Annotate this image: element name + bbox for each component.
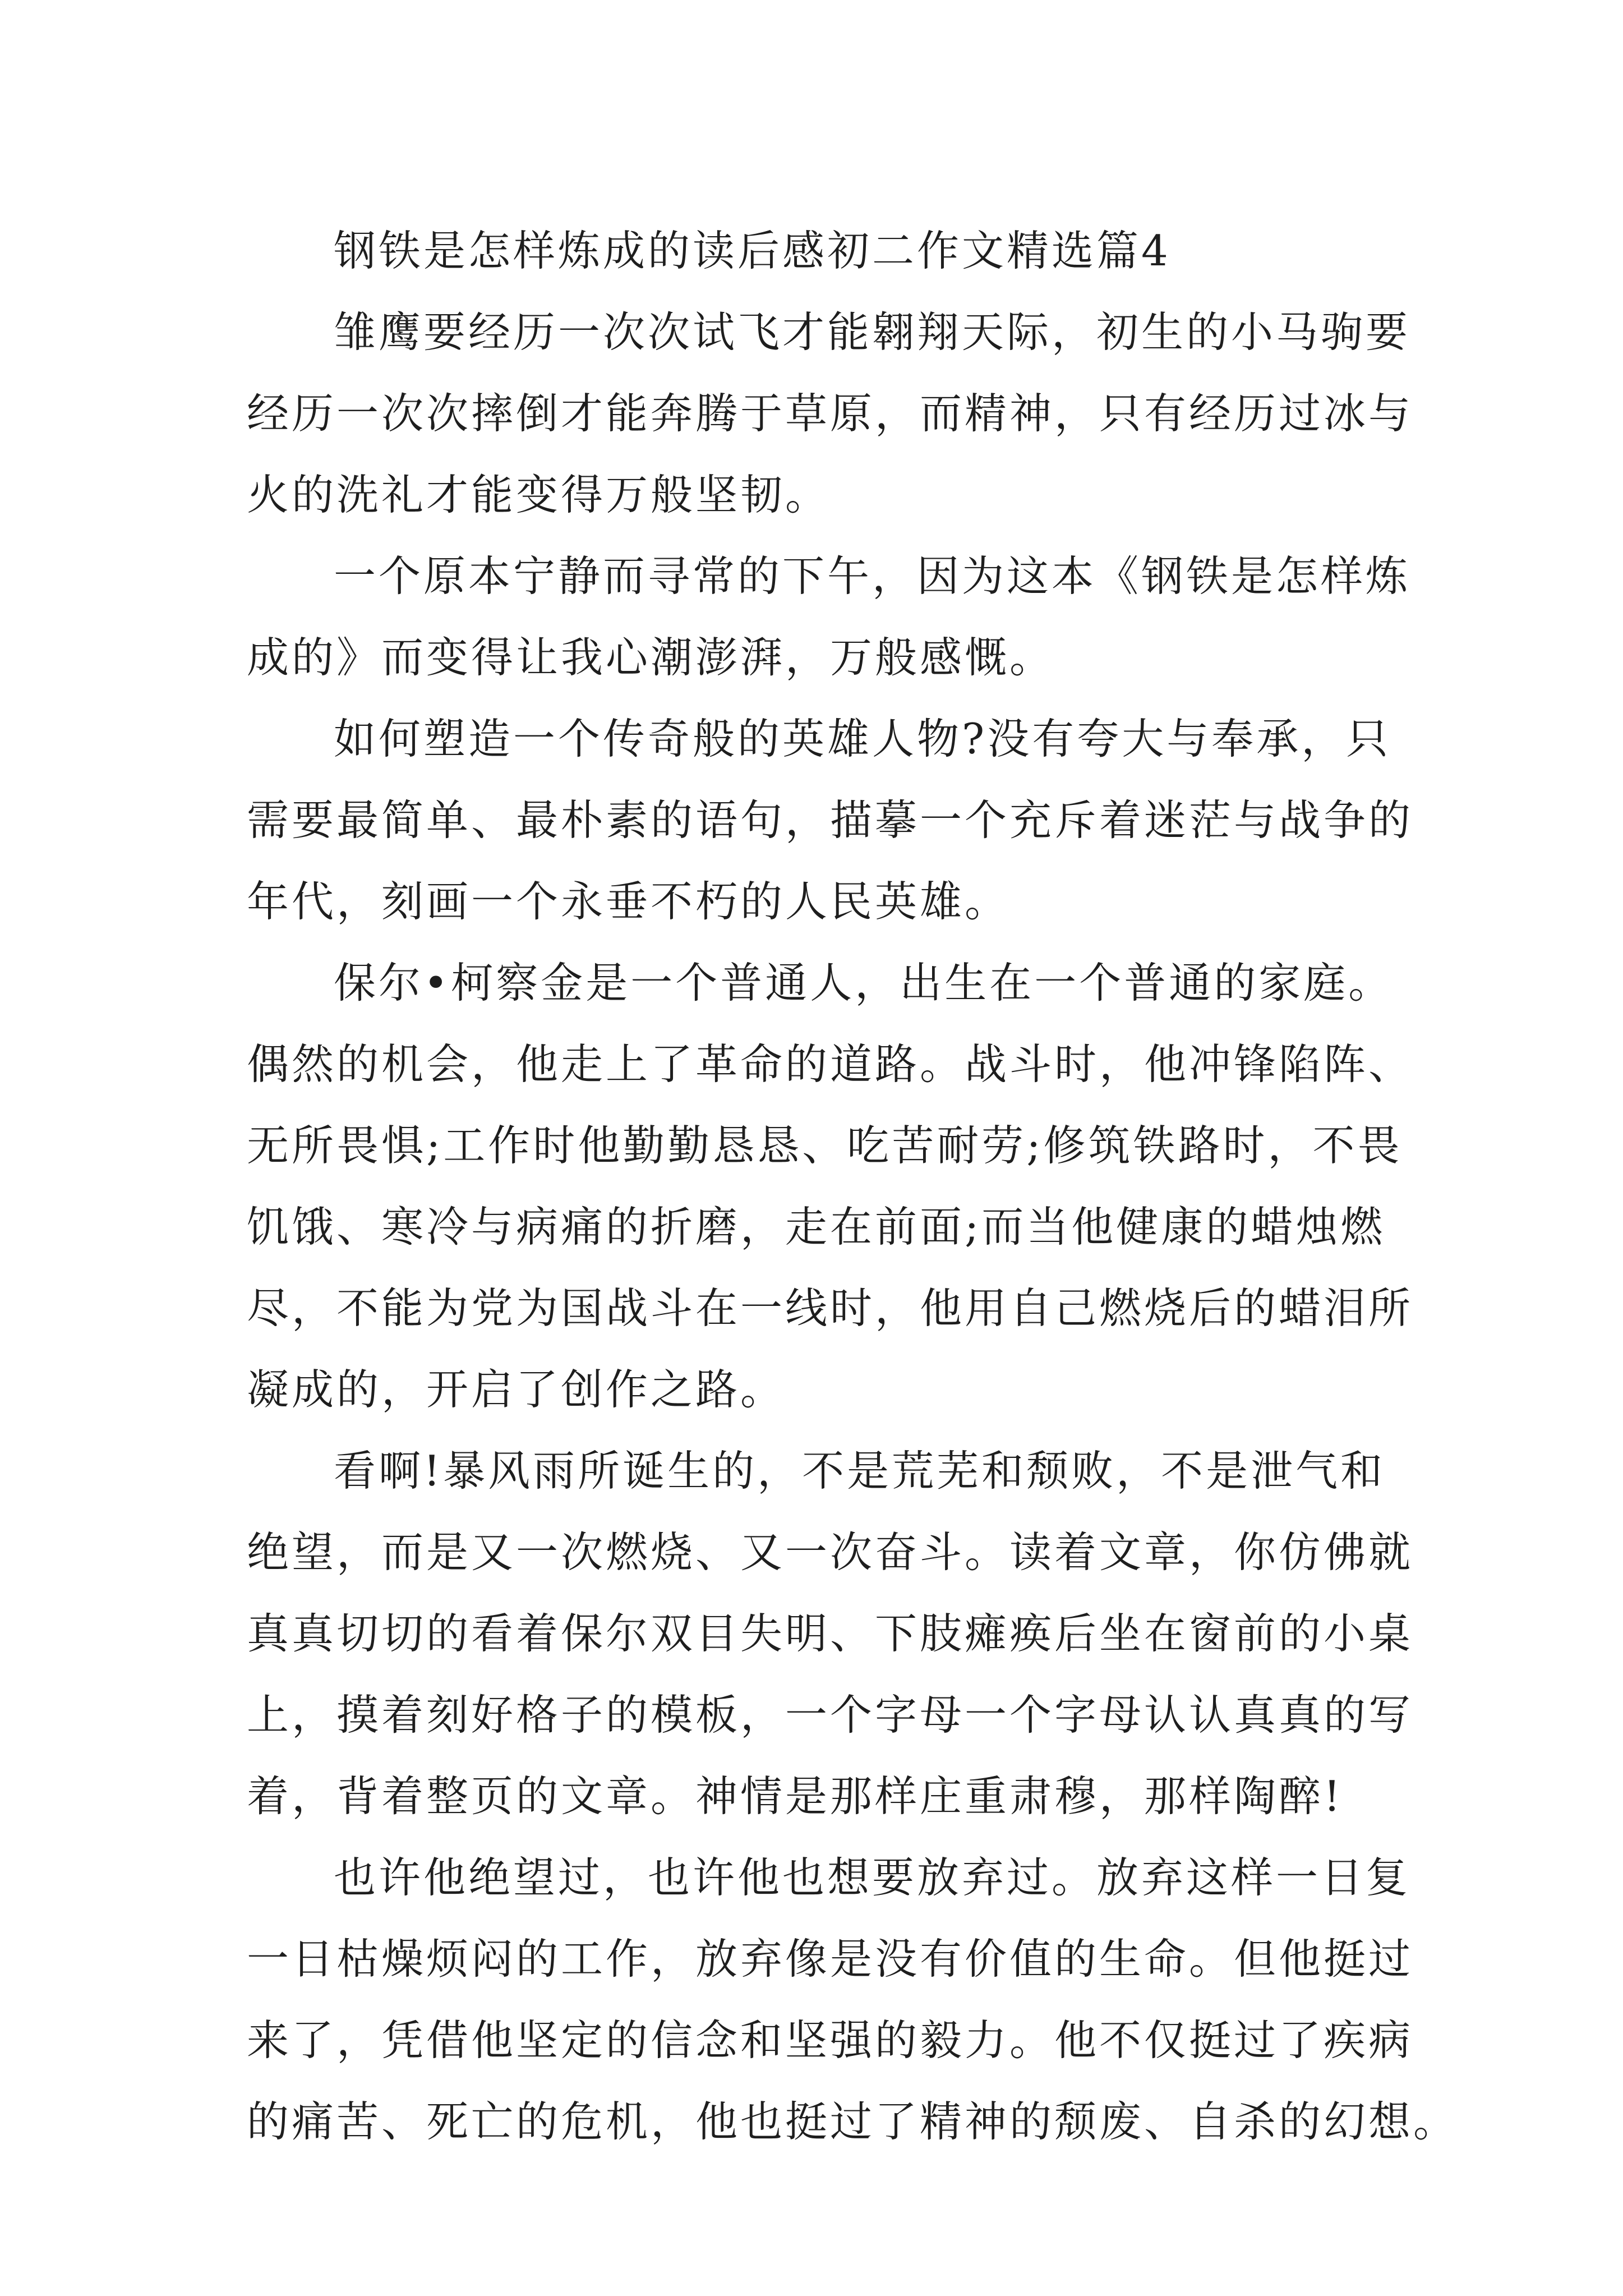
- paragraph-4: [247, 942, 1414, 1430]
- paragraph-line: 需要最简单、最朴素的语句，描摹一个充斥着迷茫与战争的: [247, 795, 1414, 845]
- article-body: [247, 210, 1459, 2162]
- paragraph-5: [247, 1430, 1414, 1837]
- paragraph-line: 雏鹰要经历一次次试飞才能翱翔天际，初生的小马驹要: [334, 307, 1411, 357]
- paragraph-line: 上，摸着刻好格子的模板，一个字母一个字母认认真真的写: [247, 1690, 1414, 1740]
- paragraph-line: 绝望，而是又一次燃烧、又一次奋斗。读着文章，你仿佛就: [247, 1527, 1414, 1577]
- paragraph-line: 饥饿、寒冷与病痛的折磨，走在前面;而当他健康的蜡烛燃: [247, 1202, 1386, 1251]
- paragraph-line: 着，背着整页的文章。神情是那样庄重肃穆，那样陶醉!: [247, 1772, 1344, 1821]
- paragraph-line: 尽，不能为党为国战斗在一线时，他用自己燃烧后的蜡泪所: [247, 1283, 1414, 1333]
- paragraph-line: 成的》而变得让我心潮澎湃，万般感慨。: [247, 633, 1055, 682]
- paragraph-2: [247, 536, 1411, 698]
- paragraph-line: 一个原本宁静而寻常的下午，因为这本《钢铁是怎样炼: [334, 551, 1411, 601]
- paragraph-3: [247, 698, 1414, 942]
- paragraph-line: 如何塑造一个传奇般的英雄人物?没有夸大与奉承，只: [334, 714, 1391, 763]
- paragraph-line: 年代，刻画一个永垂不朽的人民英雄。: [247, 877, 1010, 926]
- paragraph-line: 经历一次次摔倒才能奔腾于草原，而精神，只有经历过冰与: [247, 389, 1414, 438]
- article-title: 钢铁是怎样炼成的读后感初二作文精选篇4: [334, 226, 1171, 275]
- paragraph-line: 凝成的，开启了创作之路。: [247, 1365, 786, 1414]
- paragraph-line: 也许他绝望过，也许他也想要放弃过。放弃这样一日复: [334, 1853, 1411, 1902]
- paragraph-line: 无所畏惧;工作时他勤勤恳恳、吃苦耐劳;修筑铁路时，不畏: [247, 1121, 1403, 1170]
- paragraph-6: [247, 1837, 1459, 2162]
- paragraph-line: 偶然的机会，他走上了革命的道路。战斗时，他冲锋陷阵、: [247, 1039, 1414, 1089]
- paragraph-line: 保尔•柯察金是一个普通人，出生在一个普通的家庭。: [334, 958, 1394, 1007]
- paragraph-line: 一日枯燥烦闷的工作，放弃像是没有价值的生命。但他挺过: [247, 1934, 1414, 1984]
- paragraph-line: 看啊!暴风雨所诞生的，不是荒芜和颓败，不是泄气和: [334, 1446, 1386, 1496]
- paragraph-line: 真真切切的看着保尔双目失明、下肢瘫痪后坐在窗前的小桌: [247, 1609, 1414, 1658]
- paragraph-1: [247, 292, 1414, 536]
- paragraph-line: 火的洗礼才能变得万般坚韧。: [247, 470, 831, 519]
- paragraph-line: 的痛苦、死亡的危机，他也挺过了精神的颓废、自杀的幻想。: [247, 2097, 1459, 2146]
- paragraph-line: 来了，凭借他坚定的信念和坚强的毅力。他不仅挺过了疾病: [247, 2016, 1414, 2065]
